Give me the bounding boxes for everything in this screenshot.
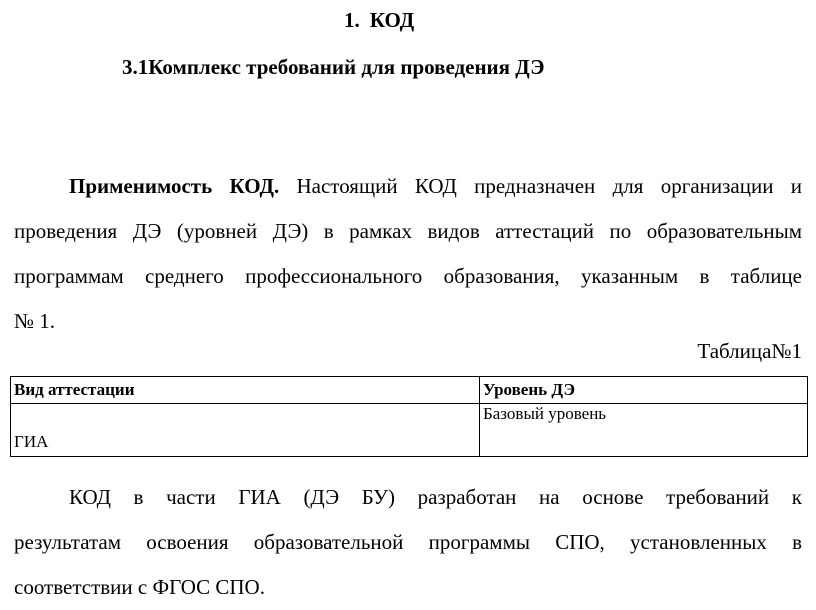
paragraph-line: № 1.: [14, 309, 56, 333]
paragraph-lead: Применимость КОД.: [69, 174, 280, 198]
table-header-cell: Вид аттестации: [11, 377, 480, 404]
table-header-cell: Уровень ДЭ: [480, 377, 808, 404]
paragraph-line: результатам освоения образовательной программы СПО, установленных в: [14, 530, 802, 554]
paragraph-line: [14, 164, 802, 209]
paragraph-line: проведения ДЭ (уровней ДЭ) в рамках видов аттестаций по образовательным: [14, 219, 802, 243]
table-row: [11, 404, 808, 457]
gia-paragraph: [14, 475, 802, 610]
section-heading: [344, 8, 414, 33]
paragraph-line: КОД в части ГИА (ДЭ БУ) разработан на основе требований к: [69, 485, 802, 509]
table-cell: Базовый уровень: [480, 404, 808, 457]
section-number: 1.: [344, 8, 360, 32]
section-title: КОД: [369, 8, 415, 32]
table-header-row: [11, 377, 808, 404]
table-cell: ГИА: [11, 404, 480, 457]
applicability-paragraph: [14, 164, 802, 344]
paragraph-text: Настоящий КОД предназначен для организации и: [296, 174, 802, 198]
paragraph-line: соответствии с ФГОС СПО.: [14, 575, 265, 599]
paragraph-line: программам среднего профессионального образования, указанным в таблице: [14, 264, 802, 288]
table-caption: Таблица№1: [697, 339, 802, 363]
subsection-heading: 3.1Комплекс требований для проведения ДЭ: [122, 55, 545, 79]
attestation-table: [10, 376, 808, 457]
